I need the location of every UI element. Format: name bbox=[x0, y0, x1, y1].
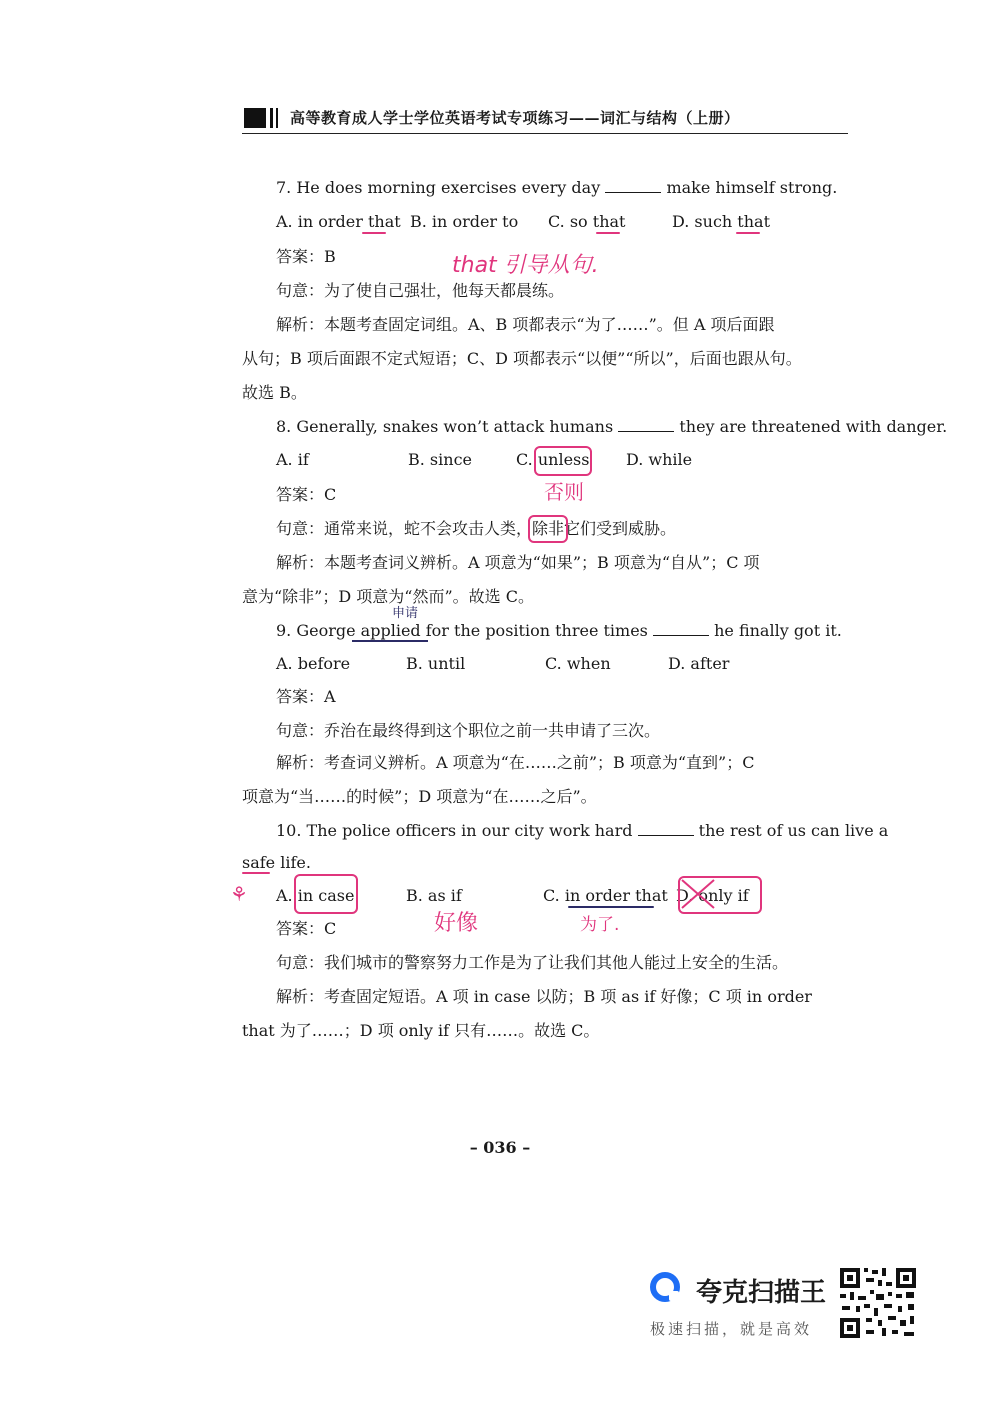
running-header bbox=[242, 104, 848, 132]
answer-blank bbox=[605, 178, 661, 193]
highlight-underline bbox=[242, 872, 270, 874]
analysis-line: 意为“除非”；D 项意为“然而”。故选 C。 bbox=[242, 587, 534, 606]
quark-logo-icon bbox=[650, 1272, 680, 1302]
handwritten-mark: ⚘ bbox=[230, 882, 248, 906]
cross-mark bbox=[678, 876, 758, 912]
option-c: C. so that bbox=[548, 212, 626, 231]
handwritten-note: 否则 bbox=[544, 480, 584, 504]
pen-underline bbox=[352, 640, 428, 642]
header-bar-mark bbox=[276, 108, 278, 128]
circled-option-c bbox=[534, 446, 592, 476]
analysis-line: 解析：考查固定短语。A 项 in case 以防；B 项 as if 好像；C 项 in order bbox=[276, 987, 812, 1006]
option-d: D. while bbox=[626, 450, 693, 469]
pen-underline bbox=[568, 906, 654, 908]
analysis-line: 解析：本题考查固定词组。A、B 项都表示“为了……”。但 A 项后面跟 bbox=[276, 315, 775, 334]
analysis-line: that 为了……；D 项 only if 只有……。故选 C。 bbox=[242, 1021, 600, 1040]
analysis-line: 解析：考查词义辨析。A 项意为“在……之前”；B 项意为“直到”；C bbox=[276, 753, 755, 772]
handwritten-note: that 引导从句. bbox=[452, 253, 599, 278]
analysis-line: 项意为“当……的时候”；D 项意为“在……之后”。 bbox=[242, 787, 597, 806]
answer-blank bbox=[638, 821, 694, 836]
highlight-underline bbox=[596, 232, 620, 234]
question-stem-continued: safe life. bbox=[242, 853, 311, 872]
page-number: – 036 – bbox=[469, 1138, 531, 1157]
option-c: C. when bbox=[545, 654, 611, 673]
scanner-app-name: 夸克扫描王 bbox=[696, 1278, 827, 1308]
boxed-option-a bbox=[294, 874, 358, 914]
handwritten-note: 为了. bbox=[580, 915, 620, 935]
handwritten-note: 好像 bbox=[434, 911, 479, 936]
option-b: B. since bbox=[408, 450, 472, 469]
sentence-meaning: 句意：为了使自己强壮，他每天都晨练。 bbox=[276, 281, 565, 300]
header-title: 高等教育成人学士学位英语考试专项练习——词汇与结构（上册） bbox=[290, 109, 740, 127]
option-d: D. such that bbox=[672, 212, 770, 231]
option-a: A. in order that bbox=[276, 212, 401, 231]
analysis-line: 故选 B。 bbox=[242, 383, 307, 402]
option-c: C. unless bbox=[516, 450, 590, 469]
answer-blank bbox=[653, 621, 709, 636]
highlight-underline bbox=[362, 232, 386, 234]
header-bar-mark bbox=[270, 108, 273, 128]
option-a: A. before bbox=[276, 654, 351, 673]
answer: 答案：B bbox=[276, 247, 336, 266]
question-stem: 9. George applied for the position three times he finally got it. bbox=[276, 621, 842, 640]
qr-code-icon bbox=[838, 1266, 918, 1340]
answer: 答案：C bbox=[276, 919, 337, 938]
sentence-meaning: 句意：乔治在最终得到这个职位之前一共申请了三次。 bbox=[276, 721, 661, 740]
header-block-mark bbox=[244, 108, 266, 128]
highlight-underline bbox=[736, 232, 760, 234]
scanner-slogan: 极速扫描，就是高效 bbox=[650, 1320, 813, 1338]
answer: 答案：C bbox=[276, 485, 337, 504]
option-d: D. only if bbox=[676, 886, 749, 905]
option-a: A. if bbox=[276, 450, 309, 469]
option-b: B. until bbox=[406, 654, 466, 673]
sentence-meaning: 句意：我们城市的警察努力工作是为了让我们其他人能过上安全的生活。 bbox=[276, 953, 789, 972]
option-d: D. after bbox=[668, 654, 730, 673]
header-rule bbox=[242, 133, 848, 134]
question-stem: 10. The police officers in our city work hard the rest of us can live a bbox=[276, 821, 889, 840]
question-stem: 8. Generally, snakes won’t attack humans they are threatened with danger. bbox=[276, 417, 948, 436]
option-a: A. in case bbox=[276, 886, 355, 905]
analysis-line: 从句；B 项后面跟不定式短语；C、D 项都表示“以便”“所以”，后面也跟从句。 bbox=[242, 349, 802, 368]
option-b: B. in order to bbox=[410, 212, 519, 231]
option-c: C. in order that bbox=[543, 886, 668, 905]
circled-word bbox=[528, 515, 568, 543]
question-stem: 7. He does morning exercises every day make himself strong. bbox=[276, 178, 838, 197]
scanner-watermark bbox=[648, 1266, 918, 1346]
sentence-meaning: 句意：通常来说，蛇不会攻击人类，除非 它们受到威胁。 bbox=[276, 518, 676, 540]
handwritten-note: 申请 bbox=[392, 606, 419, 621]
option-b: B. as if bbox=[406, 886, 462, 905]
answer: 答案：A bbox=[276, 687, 336, 706]
analysis-line: 解析：本题考查词义辨析。A 项意为“如果”；B 项意为“自从”；C 项 bbox=[276, 553, 760, 572]
answer-blank bbox=[618, 417, 674, 432]
